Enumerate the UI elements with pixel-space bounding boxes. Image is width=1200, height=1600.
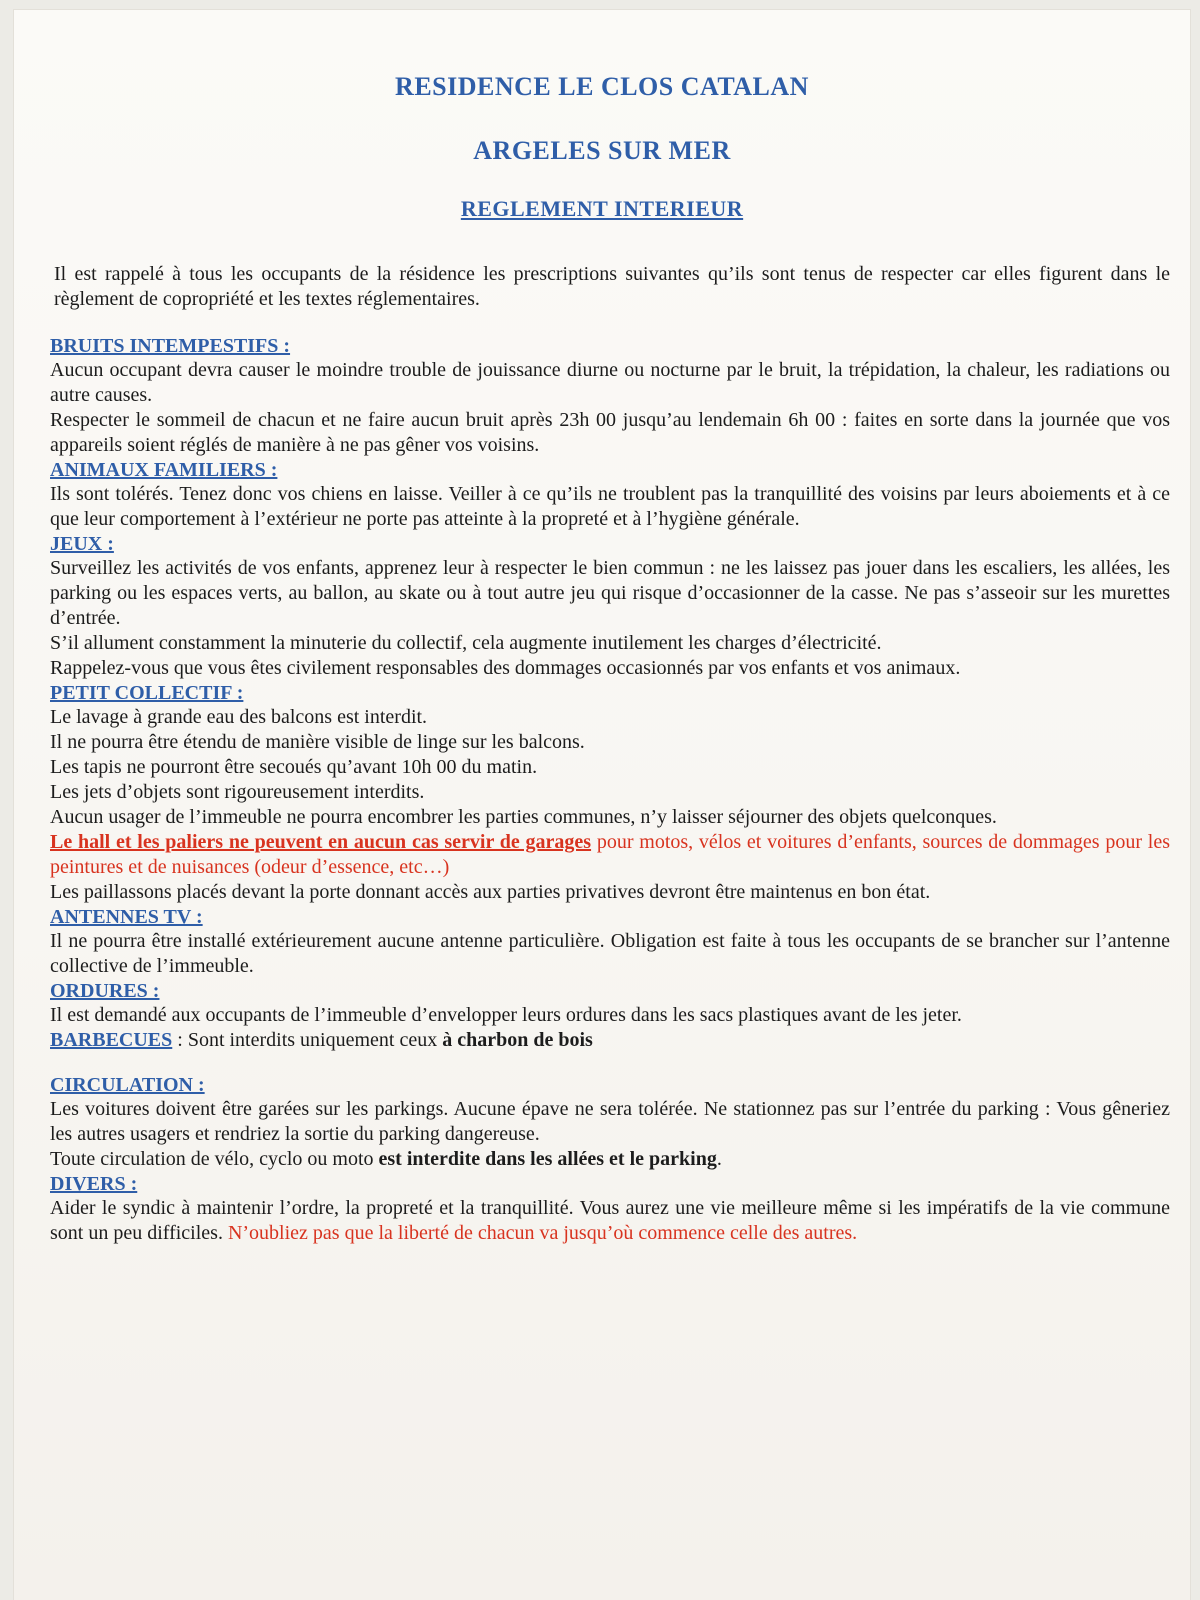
section-heading: JEUX : <box>50 533 114 555</box>
section-paragraph: Il est demandé aux occupants de l’immeuble d’envelopper leurs ordures dans les sacs plastiques avant de les jeter. <box>50 1004 962 1026</box>
divers-text: Aider le syndic à maintenir l’ordre, la propreté et la tranquillité. Vous aurez une vie meilleure même si les impératifs de la vie commune sont un peu difficiles. <box>50 1197 1170 1244</box>
section-paragraph: Respecter le sommeil de chacun et ne faire aucun bruit après 23h 00 jusqu’au lendemain 6h 00 : faites en sorte dans la journée que vos appareils soient réglés de manière à ne pas gêner vos voisins. <box>50 409 1170 456</box>
section-paragraph: Le lavage à grande eau des balcons est interdit. <box>50 706 428 728</box>
section-paragraph: Ils sont tolérés. Tenez donc vos chiens en laisse. Veiller à ce qu’ils ne troublent pas la tranquillité des voisins par leurs aboiements et à ce que leur comportement à l’extérieur ne porte pas atteinte à la propreté et à l’hygiène générale. <box>50 483 1170 530</box>
section-heading: ANIMAUX FAMILIERS : <box>50 459 278 481</box>
section-heading: BARBECUES <box>50 1029 173 1051</box>
section-paragraph: Les tapis ne pourront être secoués qu’avant 10h 00 du matin. <box>50 756 538 778</box>
section-jeux <box>50 532 1170 681</box>
section-spacer <box>50 1053 1170 1073</box>
section-petit-collectif <box>50 681 1170 905</box>
barbecues-text: : Sont interdits uniquement ceux <box>172 1029 443 1051</box>
circulation-text: Toute circulation de vélo, cyclo ou moto <box>50 1148 379 1170</box>
section-paragraph: Il ne pourra être installé extérieurement aucune antenne particulière. Obligation est faite à tous les occupants de se brancher sur l’antenne collective de l’immeuble. <box>50 930 1170 977</box>
section-heading: ANTENNES TV : <box>50 906 203 928</box>
section-paragraph: Il ne pourra être étendu de manière visible de linge sur les balcons. <box>50 731 585 753</box>
section-paragraph: Les jets d’objets sont rigoureusement interdits. <box>50 781 425 803</box>
section-ordures <box>50 979 1170 1028</box>
residence-title: RESIDENCE LE CLOS CATALAN <box>395 72 809 101</box>
barbecues-line <box>50 1028 1170 1053</box>
section-heading: CIRCULATION : <box>50 1074 205 1096</box>
warning-paragraph <box>50 830 1170 880</box>
circulation-end: . <box>716 1148 722 1170</box>
warning-emphasis: Le hall et les paliers ne peuvent en aucun cas servir de garages <box>50 831 592 853</box>
intro-paragraph: Il est rappelé à tous les occupants de la résidence les prescriptions suivantes qu’ils sont tenus de respecter car elles figurent dans le règlement de copropriété et les textes réglementaires. <box>54 263 1170 310</box>
document-header <box>14 72 1190 222</box>
location-title: ARGELES SUR MER <box>473 136 731 165</box>
section-heading: ORDURES : <box>50 980 160 1002</box>
section-paragraph: Les paillassons placés devant la porte donnant accès aux parties privatives devront être maintenus en bon état. <box>50 881 931 903</box>
section-heading: DIVERS : <box>50 1173 138 1195</box>
section-paragraph: Surveillez les activités de vos enfants, apprenez leur à respecter le bien commun : ne les laissez pas jouer dans les escaliers, les allées, les parking ou les espaces verts, au ballon, au skate ou à tout autre jeu qui risque d’occasionner de la casse. Ne pas s’asseoir sur les murettes d’entrée. <box>50 557 1170 629</box>
section-bruits <box>50 334 1170 458</box>
section-paragraph: Aucun usager de l’immeuble ne pourra encombrer les parties communes, n’y laisser séjourner des objets quelconques. <box>50 806 997 828</box>
section-paragraph <box>50 1196 1170 1246</box>
section-barbecues <box>50 1028 1170 1053</box>
section-animaux <box>50 458 1170 532</box>
warning-text: pour motos, vélos et voitures d’enfants, sources de dommages pour les peintures et de nuisances (odeur d’essence, etc…) <box>50 831 1170 878</box>
document-body <box>50 262 1170 1246</box>
section-paragraph <box>50 1147 1170 1172</box>
section-heading: PETIT COLLECTIF : <box>50 682 244 704</box>
section-paragraph: Rappelez-vous que vous êtes civilement responsables des dommages occasionnés par vos enfants et vos animaux. <box>50 657 961 679</box>
section-paragraph: Les voitures doivent être garées sur les parkings. Aucune épave ne sera tolérée. Ne stationnez pas sur l’entrée du parking : Vous gêneriez les autres usagers et rendriez la sortie du parking dangereuse. <box>50 1098 1170 1145</box>
section-divers <box>50 1172 1170 1246</box>
section-paragraph: S’il allument constamment la minuterie du collectif, cela augmente inutilement les charges d’électricité. <box>50 632 882 654</box>
document-page <box>14 10 1190 1600</box>
section-heading: BRUITS INTEMPESTIFS : <box>50 335 291 357</box>
circulation-emphasis: est interdite dans les allées et le parking <box>378 1148 717 1170</box>
section-circulation <box>50 1073 1170 1172</box>
divers-red-text: N’oubliez pas que la liberté de chacun va jusqu’où commence celle des autres. <box>227 1222 858 1244</box>
barbecues-emphasis: à charbon de bois <box>442 1029 593 1051</box>
document-subtitle: REGLEMENT INTERIEUR <box>460 196 744 221</box>
section-paragraph: Aucun occupant devra causer le moindre trouble de jouissance diurne ou nocturne par le bruit, la trépidation, la chaleur, les radiations ou autre causes. <box>50 359 1170 406</box>
section-antennes <box>50 905 1170 979</box>
